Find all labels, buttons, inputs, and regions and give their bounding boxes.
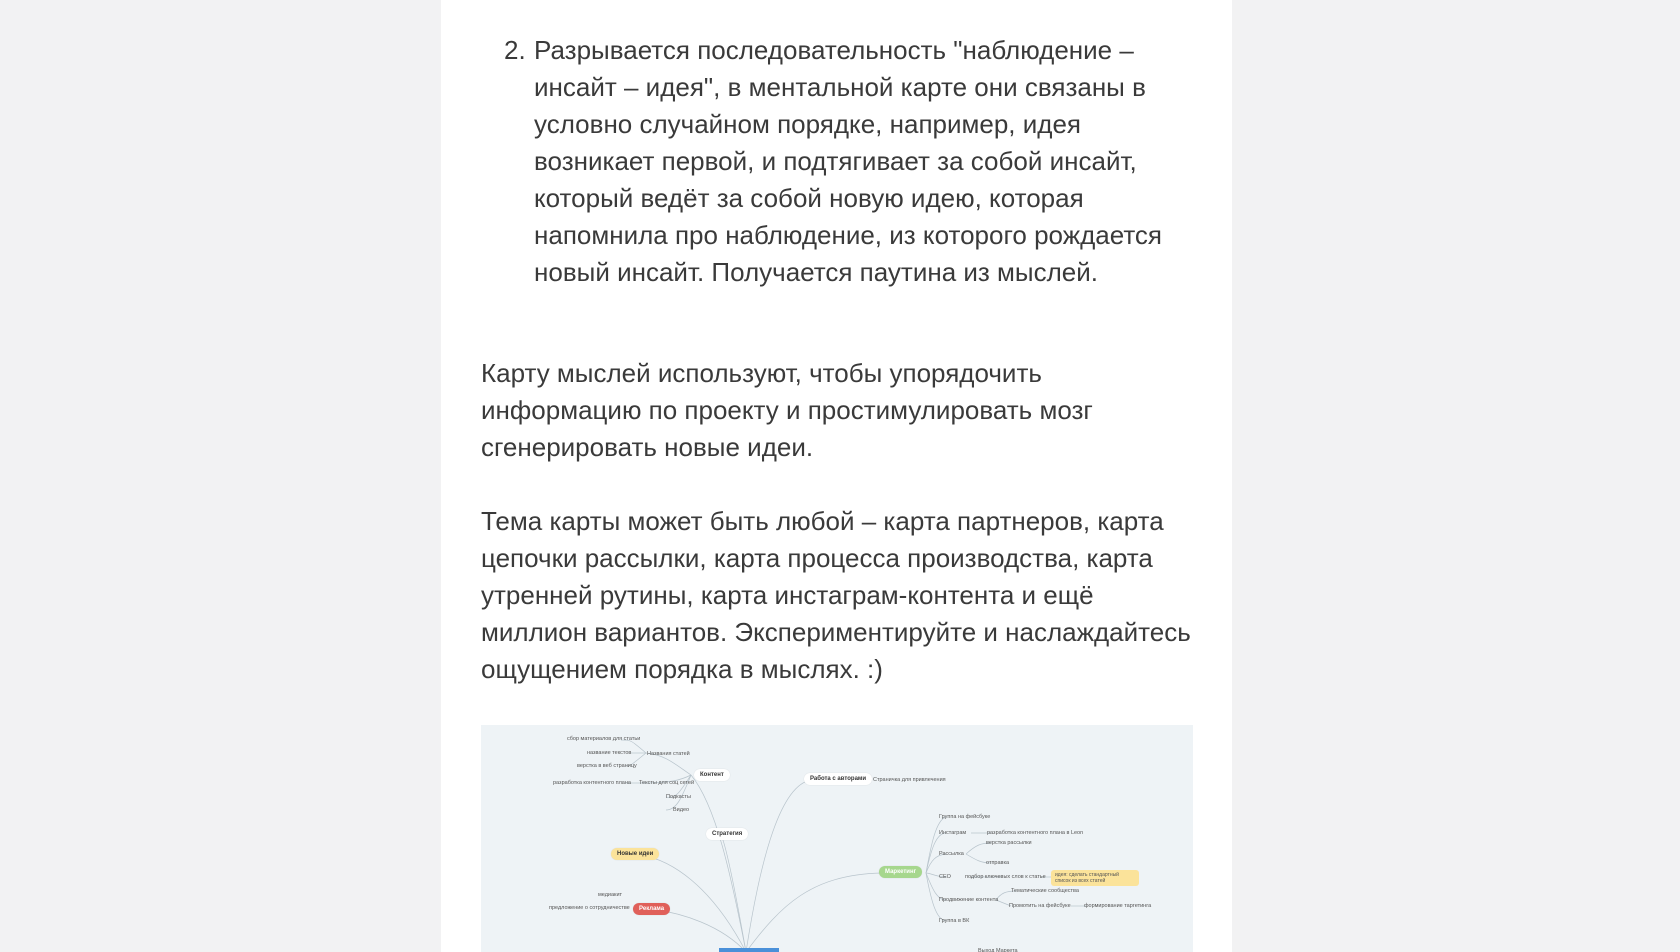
leaf-instagram: Инстаграм [939, 830, 967, 836]
leaf-promo: Продвижение контента [939, 897, 999, 903]
branch-authors: Работа с авторами [804, 773, 872, 785]
leaf-vk-group: Группа в ВК [939, 918, 970, 924]
leaf-article-names: Названия статей [647, 751, 690, 757]
branch-content: Контент [694, 769, 730, 781]
list-item [504, 32, 1174, 291]
leaf-mail-layout: верстка рассылки [986, 840, 1032, 846]
branch-ads: Реклама [633, 903, 670, 915]
paragraph-mind-map-purpose: Карту мыслей используют, чтобы упорядочить информацию по проекту и простимулировать мозг сгенерировать новые идеи. [481, 358, 1093, 462]
leaf-ig-plan: разработка контентного плана в Leon [987, 830, 1084, 836]
leaf-naming: название текстов [587, 750, 632, 756]
branch-marketing: Маркетинг [879, 866, 922, 878]
list-item-number: 2. [504, 35, 526, 65]
paragraph-mind-map-topics: Тема карты может быть любой – карта партнеров, карта цепочки рассылки, карта процесса производства, карта утренней рутины, карта инстаграм-контента и ещё миллион вариантов. Экспериментируйте и наслаждайтесь ощущением порядка в мыслях. :) [481, 506, 1191, 684]
leaf-offer: предложение о сотрудничестве [549, 905, 630, 911]
article-column [441, 0, 1232, 952]
leaf-mailing: Рассылка [939, 851, 964, 857]
leaf-targeting: формирование таргетинга [1084, 903, 1152, 909]
branch-new-ideas: Новые идеи [611, 848, 659, 860]
mind-map-image [481, 725, 1193, 952]
leaf-communities: Тематические сообщества [1011, 888, 1079, 894]
leaf-seo: СЕО [939, 874, 951, 880]
leaf-plan: разработка контентного плана [553, 780, 631, 786]
leaf-social-texts: Тексты для соц сетей [639, 780, 695, 786]
leaf-keywords: подбор ключевых слов к статье [965, 874, 1046, 880]
mind-map-connectors [481, 725, 1193, 952]
branch-strategy: Стратегия [706, 828, 748, 840]
leaf-fb-group: Группа на фейсбуке [939, 814, 991, 820]
central-node-edge [719, 948, 779, 952]
idea-note: идея: сделать стандартный список из всех статей [1051, 870, 1139, 886]
leaf-podcasts: Подкасты [666, 794, 691, 800]
leaf-collect: сбор материалов для статьи [567, 736, 641, 742]
leaf-fb-promo: Промотить на фейсбуке [1009, 903, 1071, 909]
leaf-authors-page: Страничка для привлечения [873, 777, 946, 783]
list-item-text: Разрывается последовательность "наблюдение – инсайт – идея", в ментальной карте они связаны в условно случайном порядке, например, идея возникает первой, и подтягивает за собой инсайт, который ведёт за собой новую идею, которая напомнила про наблюдение, из которого рождается новый инсайт. Получается паутина из мыслей. [534, 35, 1163, 287]
leaf-layout: верстка в веб страницу [577, 763, 637, 769]
leaf-video: Видео [673, 807, 690, 813]
leaf-media-kit: медиакит [598, 892, 623, 898]
leaf-mail-send: отправка [986, 860, 1010, 866]
leaf-bottom-cut: Выход Маркета [978, 948, 1018, 952]
numbered-list [504, 32, 1174, 291]
